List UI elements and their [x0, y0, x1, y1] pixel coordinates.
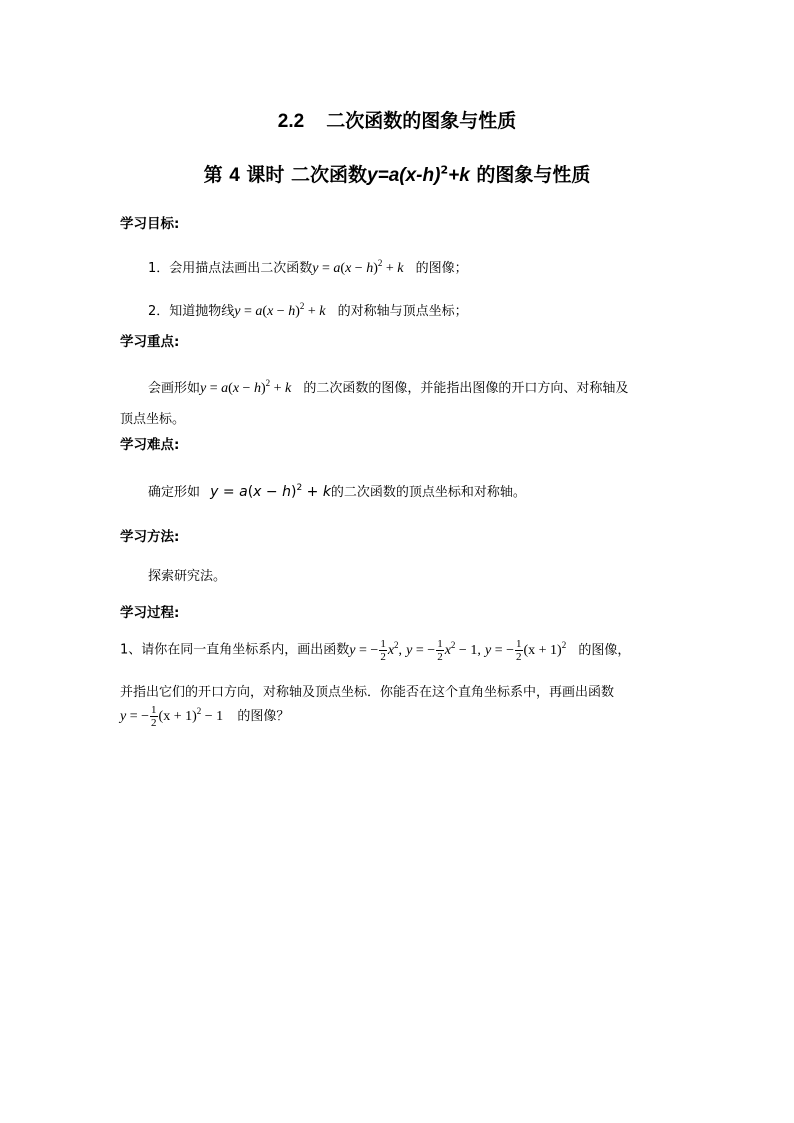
difficulties-prefix: 确定形如: [148, 485, 201, 500]
objective-2-text: 2．知道抛物线: [148, 304, 235, 319]
method-text: 探索研究法。: [148, 569, 227, 584]
key-points-line-1: [148, 377, 628, 397]
vertex-form-formula: $y = a(x - h)^2 + k$: [312, 258, 404, 276]
process-question-1-line-3: [120, 704, 289, 729]
objective-1-text: 1．会用描点法画出二次函数: [148, 261, 313, 276]
function-2-formula: y = − $\frac{1}{2}$ $x^2 - 1$,: [406, 638, 481, 663]
objective-2-suffix: 的对称轴与顶点坐标；: [337, 304, 468, 319]
objective-item-2: [148, 300, 468, 320]
section-title-text: 二次函数的图象与性质: [326, 110, 517, 132]
function-3-formula: y = − $\frac{1}{2}$ $(x + 1)^2$: [484, 638, 567, 663]
section-number: 2.2: [277, 111, 305, 132]
vertex-form-formula: $y = a(x - h)^2 + k$: [234, 301, 326, 319]
lesson-number: 4: [229, 165, 240, 186]
objective-item-1: [148, 257, 468, 277]
key-points-line-2: 顶点坐标。: [120, 412, 186, 427]
lesson-label: 课时 二次函数: [246, 164, 368, 186]
difficulties-line: [148, 481, 526, 500]
key-points-heading: 学习重点:: [120, 334, 180, 350]
method-heading: 学习方法:: [120, 529, 180, 545]
question-1-prefix: 1、请你在同一直角坐标系内，画出函数: [120, 642, 350, 658]
vertex-form-formula: $y = a(x - h)^2 + k$: [200, 378, 292, 396]
vertex-form-formula: $y = a(x - h)^2 + k$: [210, 483, 331, 500]
objective-1-suffix: 的图像；: [415, 261, 468, 276]
lesson-formula: y=a(x-h): [367, 165, 441, 186]
difficulties-heading: 学习难点:: [120, 437, 180, 453]
process-question-1-line-2: 并指出它们的开口方向，对称轴及顶点坐标．你能否在这个直角坐标系中，再画出函数: [120, 685, 615, 700]
key-points-prefix: 会画形如: [148, 381, 201, 396]
lesson-title-end: 的图象与性质: [476, 164, 591, 186]
lesson-title: [0, 160, 794, 187]
lesson-prefix: 第: [203, 164, 223, 186]
process-heading: 学习过程:: [120, 605, 180, 621]
function-1-formula: y = − $\frac{1}{2}$ $x^2$,: [349, 638, 403, 663]
key-points-suffix: 的二次函数的图像，并能指出图像的开口方向、对称轴及: [303, 381, 629, 396]
function-4-formula: y = − $\frac{1}{2}$ $(x + 1)^2 - 1$: [120, 704, 224, 729]
lesson-formula-tail: +k: [448, 165, 470, 186]
question-1-end: 的图像？: [237, 708, 290, 724]
question-1-suffix: 的图像，: [578, 642, 631, 658]
section-title: [0, 106, 794, 133]
process-question-1-line-1: [120, 638, 630, 663]
difficulties-suffix: 的二次函数的顶点坐标和对称轴。: [330, 485, 526, 500]
lesson-formula-exponent: 2: [440, 163, 449, 177]
objectives-heading: 学习目标:: [120, 216, 180, 232]
